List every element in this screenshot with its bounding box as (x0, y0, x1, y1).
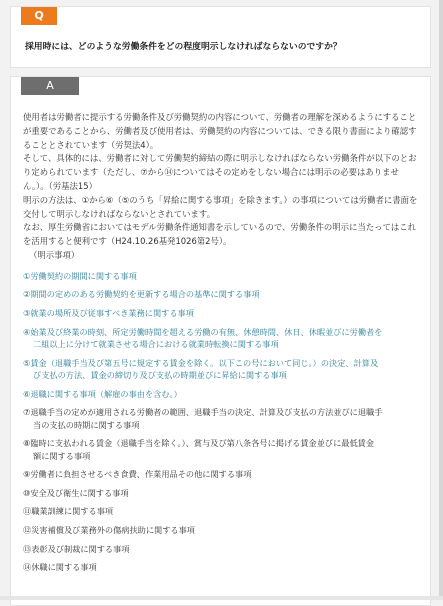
answer-paragraph: なお、厚生労働省においてはモデル労働条件通知書を示しているので、労働条件の明示に当たってはこれを活用すると便利です（H24.10.26基発1026第2号）。 (23, 222, 417, 247)
list-item-line1: ⑪職業訓練に関する事項 (23, 506, 114, 517)
answer-card (10, 76, 431, 606)
list-item (23, 437, 420, 462)
list-item (23, 543, 420, 555)
answer-body (23, 111, 420, 580)
question-text: 採用時には、どのような労働条件をどの程度明示しなければならないのですか？ (25, 42, 342, 52)
list-item-line2: 二組以上に分けて就業させる場合における就業時転換に関する事項 (33, 338, 279, 349)
list-item-line1: ④始業及び終業の時刻、所定労働時間を超える労働の有無、休憩時間、休日、休暇並びに労働者を (23, 326, 383, 337)
list-item-line1: ③就業の場所及び従事すべき業務に関する事項 (23, 307, 194, 318)
list-item[interactable] (23, 270, 420, 282)
list-item-line1: ⑤賃金（退職手当及び第五号に規定する賃金を除く。以下この号において同じ。）の決定、計算及 (23, 357, 379, 368)
answer-paragraph: 明示の方法は、①から⑥（⑤のうち「昇給に関する事項」を除きます。）の事項については労働者に書面を交付して明示しなければならないとされています。 (23, 194, 418, 219)
scrollbar-track[interactable] (439, 0, 443, 600)
list-item-line1: ①労働契約の期間に関する事項 (23, 270, 137, 281)
items-label: （明示事項） (29, 249, 80, 260)
question-tag: Q (21, 7, 57, 25)
list-item-line1: ⑭休職に関する事項 (23, 562, 97, 573)
list-item-line1: ⑥退職に関する事項（解雇の事由を含む。） (23, 388, 182, 399)
answer-paragraph: 使用者は労働者に提示する労働条件及び労働契約の内容について、労働者の理解を深めるようにすることが重要であることから、労働者及び使用者は、労働契約の内容については、できる限り書面により確認することとされています（労契法4）。 (23, 112, 417, 150)
items-list (23, 270, 420, 574)
list-item-line1: ⑧臨時に支払われる賃金（退職手当を除く。）、賞与及び第八条各号に掲げる賃金並びに最低賃金 (23, 438, 375, 449)
list-item-line1: ⑬表彰及び制裁に関する事項 (23, 543, 130, 554)
list-item-line1: ⑦退職手当の定めが適用される労働者の範囲、退職手当の決定、計算及び支払の方法並びに退職手 (23, 407, 383, 418)
question-card (10, 6, 431, 68)
list-item[interactable] (23, 288, 420, 300)
list-item (23, 406, 420, 431)
list-item-line1: ⑨労働者に負担させるべき食費、作業用品その他に関する事項 (23, 469, 252, 480)
list-item[interactable] (23, 326, 420, 351)
list-item[interactable] (23, 388, 420, 400)
answer-paragraph: そして、具体的には、労働者に対して労働契約締結の際に明示しなければならない労働条件が以下のとおり定められています（ただし、⑦から⑭についてはその定めをしない場合には明示の必要はありません。）。（労基法15） (23, 153, 417, 191)
list-item (23, 487, 420, 499)
bottom-border (0, 596, 443, 600)
list-item-line2: び支払の方法、賃金の締切り及び支払の時期並びに昇給に関する事項 (33, 369, 287, 380)
list-item[interactable] (23, 307, 420, 319)
list-item (23, 505, 420, 517)
list-item-line1: ②期間の定めのある労働契約を更新する場合の基準に関する事項 (23, 289, 260, 300)
answer-tag: A (21, 77, 79, 95)
list-item (23, 561, 420, 573)
list-item[interactable] (23, 357, 420, 382)
list-item (23, 468, 420, 480)
list-item (23, 524, 420, 536)
list-item-line2: 当の支払の時期に関する事項 (33, 419, 140, 430)
list-item-line2: 額に関する事項 (33, 450, 91, 461)
list-item-line1: ⑫災害補償及び業務外の傷病扶助に関する事項 (23, 524, 195, 535)
list-item-line1: ⑩安全及び衛生に関する事項 (23, 487, 129, 498)
